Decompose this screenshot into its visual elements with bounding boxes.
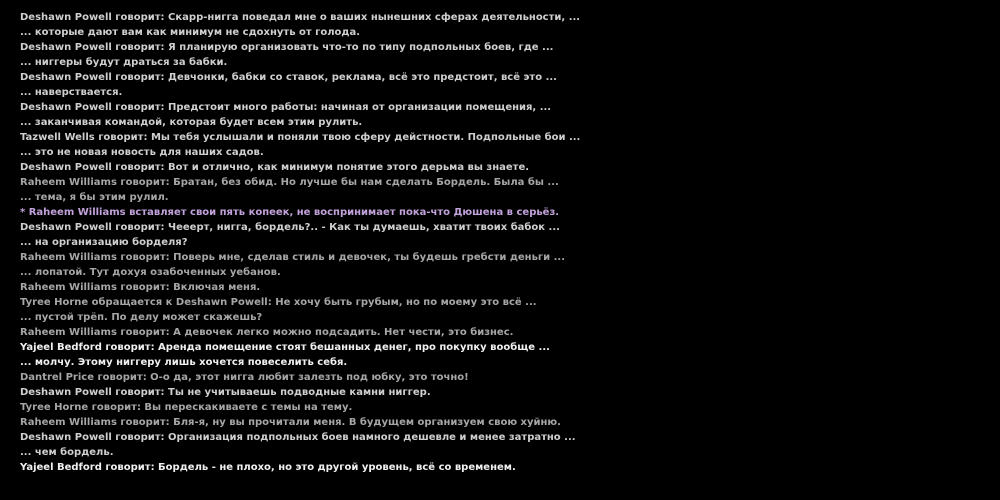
chat-message-line: Deshawn Powell говорит: Вот и отлично, как минимум понятие этого дерьма вы знаете. [20, 162, 530, 173]
chat-message-line: ... которые дают вам как минимум не сдохнуть от голода. [20, 27, 361, 38]
chat-message-line: ... тема, я бы этим рулил. [20, 192, 169, 203]
chat-message-line: Yajeel Bedford говорит: Бордель - не плохо, но это другой уровень, всё со временем. [20, 462, 516, 473]
chat-message-line: ... наверствается. [20, 87, 123, 98]
chat-message-line: Deshawn Powell говорит: Ты не учитываешь подводные камни ниггер. [20, 387, 431, 398]
chat-message-line: ... чем бордель. [20, 447, 114, 458]
chat-message-line: Tyree Horne говорит: Вы перескакиваете с темы на тему. [20, 402, 353, 413]
chat-message-line: Deshawn Powell говорит: Организация подпольных боев намного дешевле и менее затратно ... [20, 432, 576, 443]
chat-message-line: Deshawn Powell говорит: Чееерт, нигга, бордель?.. - Как ты думаешь, хватит твоих бабок ... [20, 222, 560, 233]
chat-log [20, 10, 990, 475]
chat-message-line: Raheem Williams говорит: А девочек легко можно подсадить. Нет чести, это бизнес. [20, 327, 514, 338]
chat-message-line: ... это не новая новость для наших садов. [20, 147, 264, 158]
chat-message-line: ... пустой трёп. По делу может скажешь? [20, 312, 263, 323]
chat-message-line: ... на организацию борделя? [20, 237, 188, 248]
chat-action-line: * Raheem Williams вставляет свои пять копеек, не воспринимает пока-что Дюшена в серьёз. [20, 207, 560, 218]
chat-message-line: Raheem Williams говорит: Поверь мне, сделав стиль и девочек, ты будешь гребсти деньги ... [20, 252, 566, 263]
chat-message-line: Dantrel Price говорит: О-о да, этот нигга любит залезть под юбку, это точно! [20, 372, 469, 383]
chat-message-line: Raheem Williams говорит: Бля-я, ну вы прочитали меня. В будущем организуем свою хуйню. [20, 417, 561, 428]
chat-message-line: ... ниггеры будут драться за бабки. [20, 57, 228, 68]
chat-message-line: ... молчу. Этому ниггеру лишь хочется повеселить себя. [20, 357, 348, 368]
chat-message-line: Tyree Horne обращается к Deshawn Powell: Не хочу быть грубым, но по моему это всё ... [20, 297, 537, 308]
chat-message-line: ... лопатой. Тут дохуя озабоченных уебанов. [20, 267, 281, 278]
chat-message-line: Tazwell Wells говорит: Мы тебя услышали и поняли твою сферу дейстности. Подпольные бои ... [20, 132, 581, 143]
chat-message-line: Yajeel Bedford говорит: Аренда помещение стоят бешанных денег, про покупку вообще ... [20, 342, 550, 353]
chat-message-line: Deshawn Powell говорит: Девчонки, бабки со ставок, реклама, всё это предстоит, всё это ... [20, 72, 557, 83]
chat-message-line: Deshawn Powell говорит: Я планирую организовать что-то по типу подпольных боев, где ... [20, 42, 554, 53]
chat-message-line: Raheem Williams говорит: Братан, без обид. Но лучше бы нам сделать Бордель. Была бы ... [20, 177, 559, 188]
chat-message-line: Deshawn Powell говорит: Предстоит много работы: начиная от организации помещения, ... [20, 102, 552, 113]
chat-message-line: ... заканчивая командой, которая будет всем этим рулить. [20, 117, 363, 128]
chat-message-line: Raheem Williams говорит: Включая меня. [20, 282, 261, 293]
chat-message-line: Deshawn Powell говорит: Скарр-нигга поведал мне о ваших нынешних сферах деятельности, ... [20, 12, 581, 23]
